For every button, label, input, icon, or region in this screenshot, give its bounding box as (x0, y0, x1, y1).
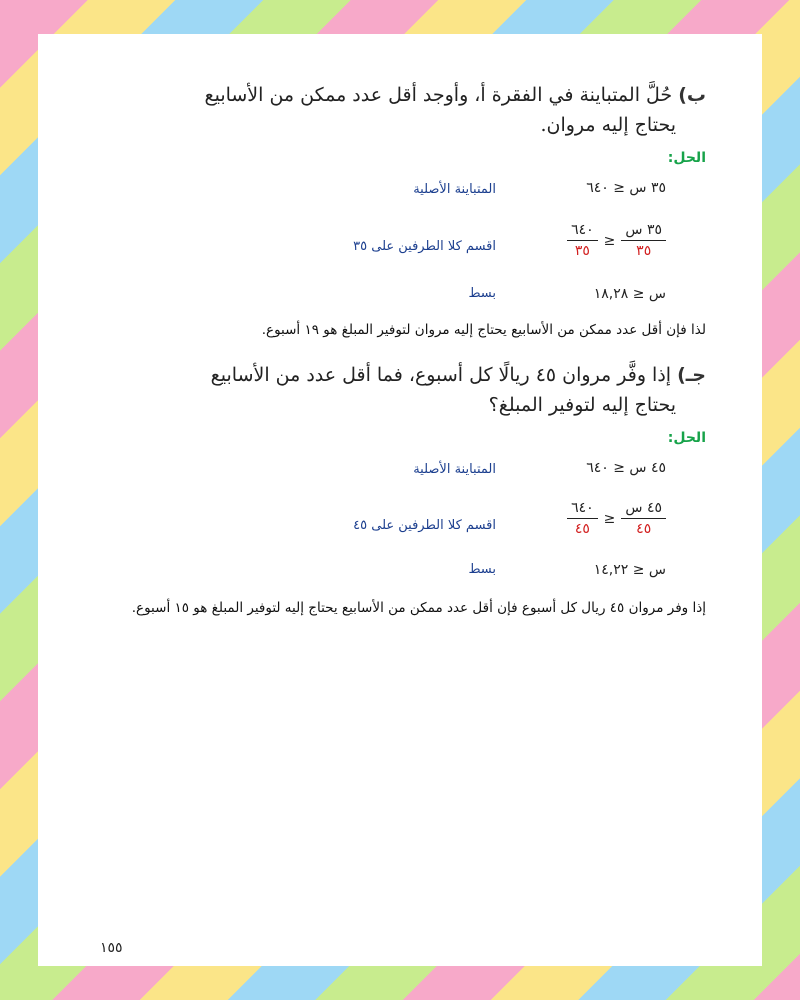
part-b-step2-label: اقسم كلا الطرفين على ٣٥ (353, 239, 496, 254)
part-b-conclusion: لذا فإن أقل عدد ممكن من الأسابيع يحتاج إليه مروان لتوفير المبلغ هو ١٩ أسبوع. (261, 322, 706, 338)
part-b-step2-expr (567, 222, 666, 259)
part-b-step3-label: بسط (468, 286, 496, 301)
part-c-step2-expr (567, 500, 666, 537)
part-b-lhs-denominator: ٣٥ (636, 243, 652, 259)
part-c-rhs-fraction (567, 500, 598, 537)
part-b-operator: ≤ (603, 232, 616, 249)
part-c-step3-label: بسط (468, 562, 496, 577)
part-b-question-text: حُلَّ المتباينة في الفقرة أ، وأوجد أقل عدد ممكن من الأسابيع (204, 84, 673, 106)
part-b-question-line1 (204, 84, 706, 106)
part-b-lhs-numerator: ٣٥ س (621, 222, 666, 241)
part-b-step3-expr: س ≤ ١٨,٢٨ (593, 286, 666, 302)
part-c-rhs-numerator: ٦٤٠ (567, 500, 598, 519)
part-b-question-line2: يحتاج إليه مروان. (540, 114, 676, 136)
part-c-step1-label: المتباينة الأصلية (413, 462, 496, 477)
part-c-label: جـ) (677, 364, 706, 386)
part-b-rhs-numerator: ٦٤٠ (567, 222, 598, 241)
part-c-question-text: إذا وفَّر مروان ٤٥ ريالًا كل أسبوع، فما أقل عدد من الأسابيع (210, 364, 672, 386)
part-c-step2-label: اقسم كلا الطرفين على ٤٥ (353, 518, 496, 533)
part-b-rhs-denominator: ٣٥ (574, 243, 590, 259)
part-c-step1-expr: ٤٥ س ≤ ٦٤٠ (586, 460, 666, 476)
part-c-lhs-numerator: ٤٥ س (621, 500, 666, 519)
part-b-step1-expr: ٣٥ س ≤ ٦٤٠ (586, 180, 666, 196)
part-b-label: ب) (678, 84, 706, 106)
part-b-solution-label: الحل: (667, 150, 706, 166)
page-sheet (38, 34, 762, 966)
part-c-lhs-fraction (621, 500, 666, 537)
part-c-operator: ≤ (603, 510, 616, 527)
part-c-conclusion: إذا وفر مروان ٤٥ ريال كل أسبوع فإن أقل عدد ممكن من الأسابيع يحتاج إليه لتوفير المبلغ هو ١٥ أسبوع. (131, 600, 706, 616)
part-c-lhs-denominator: ٤٥ (636, 521, 652, 537)
part-c-solution-label: الحل: (667, 430, 706, 446)
part-c-rhs-denominator: ٤٥ (574, 521, 590, 537)
part-c-step3-expr: س ≤ ١٤,٢٢ (593, 562, 666, 578)
part-b-lhs-fraction (621, 222, 666, 259)
part-c-question-line1 (211, 364, 706, 386)
page-number: ١٥٥ (100, 940, 123, 956)
part-b-rhs-fraction (567, 222, 598, 259)
part-b-step1-label: المتباينة الأصلية (413, 182, 496, 197)
part-c-question-line2: يحتاج إليه لتوفير المبلغ؟ (488, 394, 676, 416)
